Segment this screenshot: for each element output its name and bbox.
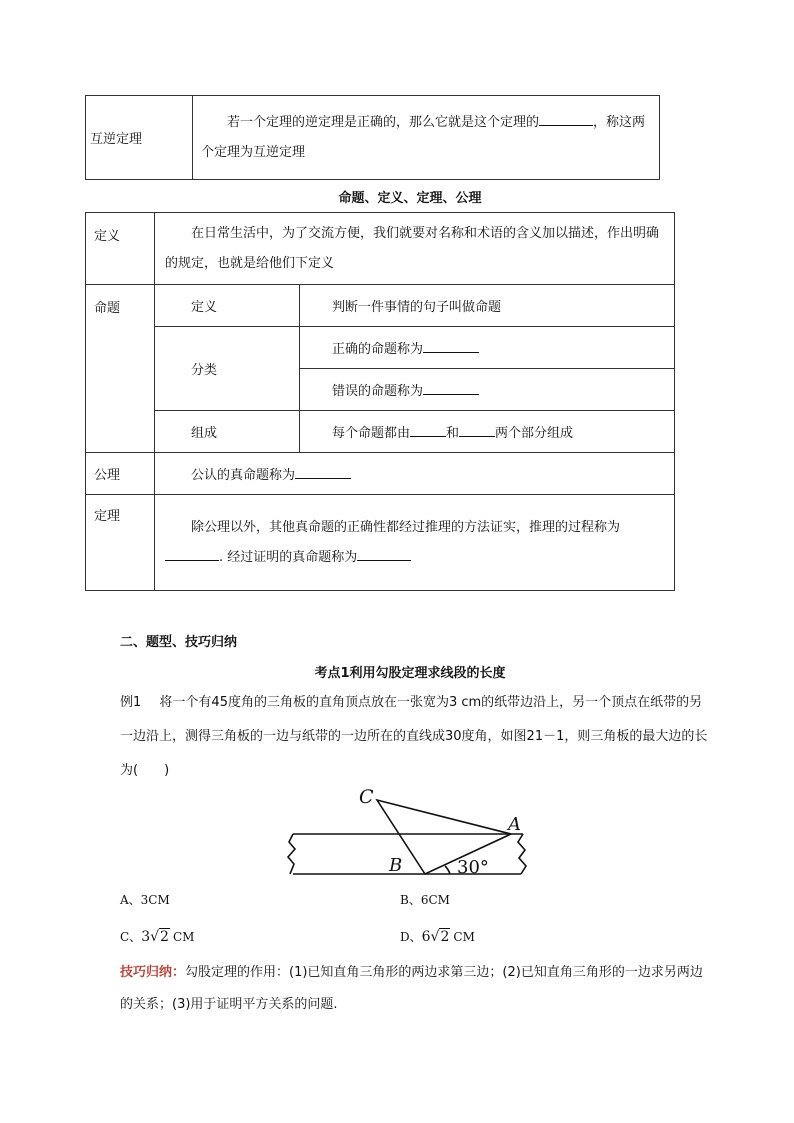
theorem-cell <box>155 495 675 591</box>
mutual-theorem-text-a: 若一个定理的逆定理是正确的，那么它就是这个定理的 <box>227 114 540 130</box>
axiom-cell <box>155 453 675 495</box>
prop-comp-a: 每个命题都由 <box>332 426 411 441</box>
fill-blank <box>357 546 411 561</box>
proposition-label: 命题 <box>86 285 155 453</box>
triangle-figure <box>285 782 535 882</box>
definition-text: 在日常生活中，为了交流方便，我们就要对名称和术语的含义加以描述，作出明确的规定，也就是给他们下定义 <box>165 225 660 271</box>
prop-true-cell <box>300 327 675 369</box>
table-concepts <box>85 212 675 591</box>
fill-blank <box>165 546 219 561</box>
sqrt-icon: √ <box>150 929 160 945</box>
prop-def-label: 定义 <box>155 285 300 327</box>
example-text: 将一个有45度角的三角板的直角顶点放在一张宽为3 cm的纸带边沿上，另一个顶点在纸带的另一边沿上，测得三角板的一边与纸带的一边所在的直线成30度角，如图21－1，则三角板的最大边的长为( ) <box>120 695 708 778</box>
axiom-label: 公理 <box>86 453 155 495</box>
example-block <box>120 686 708 788</box>
mutual-theorem-text <box>193 96 660 180</box>
theorem-text-b: . 经过证明的真命题称为 <box>219 549 358 565</box>
fill-blank <box>423 338 479 353</box>
option-c-unit: CM <box>172 930 195 944</box>
option-b: B、6CM <box>400 893 450 907</box>
option-d-prefix: D、 <box>400 930 422 944</box>
sqrt-icon: √ <box>430 929 440 945</box>
prop-class-label: 分类 <box>155 327 300 411</box>
theorem-text-a: 除公理以外，其他真命题的正确性都经过推理的方法证实，推理的过程称为 <box>191 519 621 535</box>
tip-text: 勾股定理的作用：(1)已知直角三角形的两边求第三边；(2)已知直角三角形的一边求另两边的关系；(3)用于证明平方关系的问题. <box>120 965 703 1012</box>
prop-comp-c: 两个部分组成 <box>495 426 574 441</box>
option-c <box>120 928 194 945</box>
tip-block <box>120 957 708 1021</box>
option-c-coef: 3 <box>141 929 151 945</box>
option-d <box>400 928 475 945</box>
fill-blank <box>459 422 495 437</box>
fill-blank <box>295 464 351 479</box>
heading-2: 二、题型、技巧归纳 <box>120 635 238 650</box>
label-c: C <box>359 786 374 808</box>
angle-arc <box>445 866 450 874</box>
example-label: 例1 <box>120 695 142 710</box>
axiom-text: 公认的真命题称为 <box>191 468 296 483</box>
theorem-label: 定理 <box>86 495 155 591</box>
definition-label: 定义 <box>86 213 155 285</box>
option-d-coef: 6 <box>421 929 431 945</box>
prop-def-text: 判断一件事情的句子叫做命题 <box>300 285 675 327</box>
option-a: A、3CM <box>120 893 170 907</box>
angle-label: 30° <box>457 857 489 878</box>
definition-cell <box>155 213 675 285</box>
prop-false-text: 错误的命题称为 <box>332 384 424 399</box>
fill-blank <box>410 422 446 437</box>
option-c-rad: 2 <box>160 929 169 945</box>
tip-label: 技巧归纳： <box>120 965 186 980</box>
prop-comp-b: 和 <box>446 426 460 441</box>
option-d-rad: 2 <box>440 929 450 945</box>
table-mutual-theorem <box>85 95 660 180</box>
label-a: A <box>508 814 521 835</box>
prop-true-text: 正确的命题称为 <box>332 342 424 357</box>
mutual-theorem-text-b: ，称这两个定理为互逆定理 <box>201 114 646 160</box>
prop-comp-label: 组成 <box>155 411 300 453</box>
prop-comp-cell <box>300 411 675 453</box>
strip-left-break <box>288 834 295 874</box>
option-c-prefix: C、 <box>120 930 142 944</box>
prop-false-cell <box>300 369 675 411</box>
mutual-theorem-label: 互逆定理 <box>86 96 193 180</box>
option-d-unit: CM <box>453 930 475 944</box>
label-b: B <box>389 855 403 876</box>
fill-blank <box>423 380 479 395</box>
kaodian-title: 考点1利用勾股定理求线段的长度 <box>314 666 506 681</box>
fill-blank <box>539 111 593 126</box>
strip-right-break <box>518 834 526 874</box>
section-title: 命题、定义、定理、公理 <box>338 191 482 206</box>
